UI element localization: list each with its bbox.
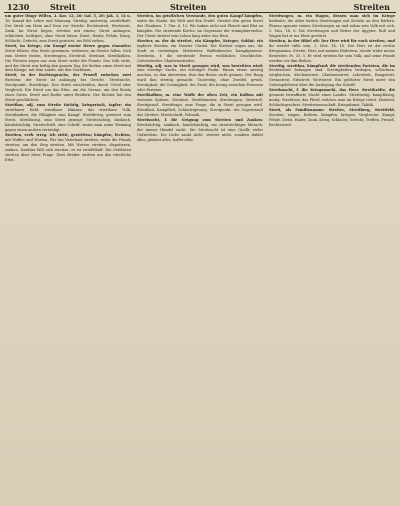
entry-paragraph: Streit, in der Rechtssprache, der Prozeß zwischen zwei Parteien; der Streit ist anhängig bei Gericht. Streitsache, Streitpunkt, Streitfrage. Den Streit entscheiden, durch Urteil oder Vergleich. Ein Streit um das Erbe, um die Grenze, um den Besitz eines Gutes. Streit und Hader unter Brüdern. Der Richter hat den Streit geschlichtet.: [5, 73, 131, 103]
entry-paragraph: Streiten, in der Bibel oft: Der Herr wird für euch streiten, und ihr werdet stille sein, 2. Mos. 14, 14. Der Herr ist der rechte Kriegsmann. Streite, Herr, mit meinen Haderern; streite wider meine Bestreiter, Ps. 35, 1. Er wird streiten für sein Volk, und seine Feinde werden vor ihm fliehen.: [269, 38, 395, 63]
entry-paragraph: um guter Dinge Willen, 2. Kor. 12, 20; Gal. 5, 20; Jak. 3, 14 u. 16; Kampf der Lehre und Meinung. Streitig, unstreitig, zweifelhaft. Der Streit um Mein und Dein vor Gericht. Rechtsstreit, Wortstreit, Zank. Im Streit liegen, streiten mit einem; Streit anfangen, schlichten, beilegen; ohne Streit leben. Zwist, Hader, Fehde, Krieg, Schlacht, Gefecht; zum Streit gerüstet, ins Feld ziehen.: [5, 14, 131, 43]
column-3: [269, 14, 395, 503]
entry-paragraph: Streitsucht, f. die Neigung zum Streiten und Zanken; Streitsüchtig, zänkisch, händelsüchtig, ein streitsüchtiger Mensch, der immer Händel sucht. Die Streitsucht ist eine Quelle vieles Unfriedens. Die Liebe zankt nicht, streitet nicht, sondern duldet alles, glaubet alles, hoffet alles.: [137, 118, 263, 142]
text-columns: [5, 14, 395, 503]
entry-paragraph: Streiter, m. der da streitet, ein Kämpfer, Krieger, Soldat; ein tapferer Streiter, ein Streiter Christi. Die Streiter zogen aus, die Stadt zu verteidigen. Mitstreiter, Waffenbruder, Kampfgenosse. Streiterin, f. die streitende Person weiblichen Geschlechts. Gottesstreiter, Glaubensstreiter.: [137, 38, 263, 63]
page-number: 1230: [7, 2, 30, 12]
entry-paragraph: Streitig, streitbar, kämpfend; die streitenden Parteien, die im Rechtsstreit befangen sind. Streitigkeiten beilegen, schlichten, vergleichen. Kirchenstreit, Glaubensstreit, Lehrstreit, Rangstreit, Grenzstreit, Erbstreit, Wortstreit. Ein gelehrter Streit unter den Gottesgelehrten über die Auslegung der Schrift.: [269, 63, 395, 88]
running-head-left: Streit: [50, 2, 76, 12]
entry-paragraph: Streit, als Familienname; Streiter, Streitberg, Streitfeld. Streiten, ringen, fechten, kämpfen, kriegen. Vergleiche: Kampf, Fehde, Zwist, Hader, Zank, Krieg, Schlacht, Gefecht, Treffen, Prozeß, Rechtsstreit.: [269, 108, 395, 127]
entry-paragraph: Streitig, adj. was in Streit gezogen wird, was bestritten wird; eine streitige Sache, ein streitiger Punkt. Einem etwas streitig machen, es ihm abstreiten, ihm den Besitz nicht gönnen. Der Rang ward ihm streitig gemacht. Unstreitig, ohne Zweifel, gewiß. Streitigkeit, die Uneinigkeit, der Zwist, die Irrung zwischen Personen oder Parteien.: [137, 63, 263, 93]
entry-paragraph: Streit, im Kriege, ein Kampf zweier Heere gegen einander; Streit führen, den Streit gewinnen, verlieren; im Streite fallen. Sich zum Streite rüsten, Streitwagen, Streitroß, Streitaxt, Streitkolben. Die Fürsten zogen aus zum Streit wider die Feinde. Das Volk stritt, und der Streit war heftig den ganzen Tag. Sie hielten einen Streit mit dem Könige, mit dem Lande, mit den Nachbarn.: [5, 43, 131, 73]
entry-paragraph: Streitwagen, m. ein Wagen, dessen man sich im Kriege bediente; die Alten hatten Streitwagen mit Sicheln an den Rädern. Pharao spannte seinen Streitwagen an und nahm sein Volk mit sich, 2. Mos. 14, 6. Die Streitwagen und Reiter der Ägypter. Roß und Wagen hat er ins Meer gestürzt.: [269, 14, 395, 38]
entry-paragraph: Streitkolben, m. eine Waffe der alten Zeit, ein Kolben mit eisernen Spitzen. Streitaxt, Streithammer, Streitwagen, Streitroß, Streitgenoß. Streitfrage, eine Frage, die in Streit gezogen wird. Streitlied, Kampflied, Schlachtgesang. Streitpunkt, der Gegenstand des Streites. Streitschrift, Polemik.: [137, 93, 263, 118]
page-header: [4, 2, 396, 12]
running-head-right: Streiten: [353, 2, 390, 12]
column-1: [5, 14, 131, 503]
entry-paragraph: Streiten, verb. irreg. ich stritt, gestritten; kämpfen, fechten, mit Waffen und Worten. Für das Vaterland streiten; wider die Feinde streiten; um den Sieg streiten. Mit Worten streiten, disputieren, zanken. Darüber läßt sich streiten, es ist zweifelhaft. Die Gelehrten streiten über diese Frage. Zwei Brüder stritten um das väterliche Erbe.: [5, 132, 131, 162]
entry-paragraph: Streitbar, adj. zum Streite tüchtig, kriegerisch, tapfer; ein streitbarer Held, streitbare Männer; das streitbare Volk. Streitbarkeit, die Fähigkeit zum Kampf. Streitfertig, gerüstet zum Streit. Streitlustig, zum Streit geneigt. Streitsüchtig, zänkisch, händelsüchtig. Streitschrift, eine Schrift, worin man seine Meinung gegen einen andern verteidigt.: [5, 103, 131, 132]
header-rule: [4, 12, 396, 13]
entry-paragraph: Streiten, im geistlichen Verstande, den guten Kampf kämpfen, wider die Sünde, die Welt und den Teufel. Streitet den guten Streit des Glaubens, 1. Tim. 6, 12. Wir haben nicht mit Fleisch und Blut zu kämpfen. Die streitende Kirche, im Gegensatz der triumphierenden. Der Christ streitet sein Leben lang wider das Böse.: [137, 14, 263, 38]
column-2: [137, 14, 263, 503]
running-head-center: Streiten: [170, 2, 207, 12]
entry-paragraph: Streitmacht, f. die Kriegsmacht, das Heer. Streitkräfte, die gesamte bewaffnete Macht eines Landes. Streitlustig, kampflustig, mutig. Streitross, das Pferd, welches man im Kriege reitet. Streitruf, Schlachtgeschrei. Streitwissenschaft, Kriegskunst, Taktik.: [269, 88, 395, 108]
